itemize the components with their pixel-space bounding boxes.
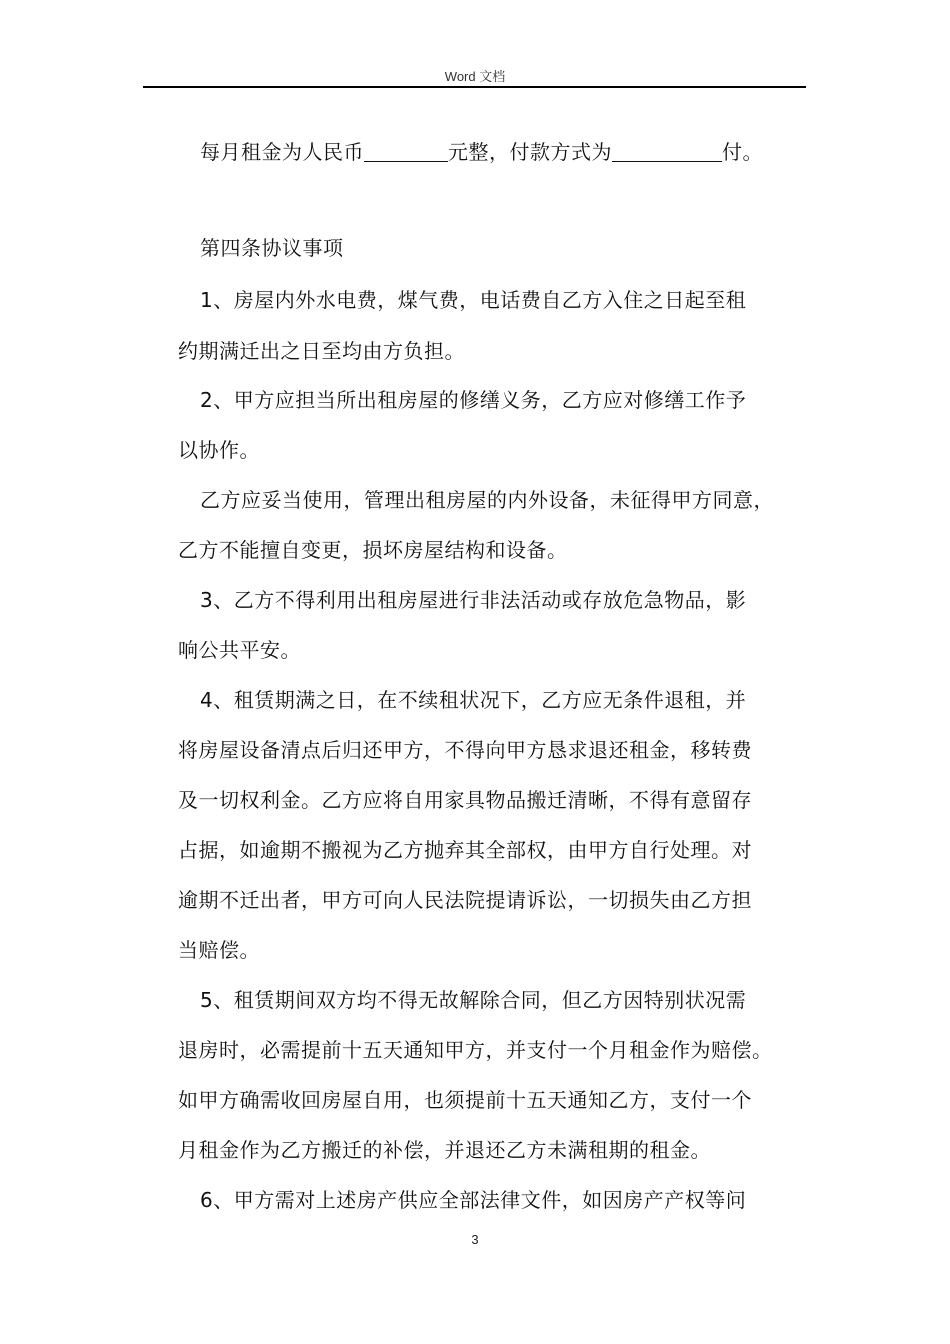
paragraph-line: 1、房屋内外水电费，煤气费，电话费自乙方入住之日起至租 xyxy=(200,288,747,312)
paragraph-line: 乙方不能擅自变更，损坏房屋结构和设备。 xyxy=(178,538,568,562)
paragraph-line: 退房时，必需提前十五天通知甲方，并支付一个月租金作为赔偿。 xyxy=(178,1038,773,1062)
paragraph-line: 6、甲方需对上述房产供应全部法律文件，如因房产产权等问 xyxy=(200,1188,747,1212)
payment-method-blank xyxy=(612,141,722,162)
paragraph-line: 将房屋设备清点后归还甲方，不得向甲方恳求退还租金，移转费 xyxy=(178,738,752,762)
paragraph-line: 5、租赁期间双方均不得无故解除合同，但乙方因特别状况需 xyxy=(200,988,747,1012)
section-title: 第四条协议事项 xyxy=(200,236,344,260)
paragraph-line: 占据，如逾期不搬视为乙方抛弃其全部权，由甲方自行处理。对 xyxy=(178,838,752,862)
paragraph-line: 以协作。 xyxy=(178,438,260,462)
paragraph-line: 2、甲方应担当所出租房屋的修缮义务，乙方应对修缮工作予 xyxy=(200,388,747,412)
rent-suffix: 付。 xyxy=(722,140,763,164)
paragraph-line: 3、乙方不得利用出租房屋进行非法活动或存放危急物品，影 xyxy=(200,588,747,612)
paragraph-line: 及一切权利金。乙方应将自用家具物品搬迁清晰，不得有意留存 xyxy=(178,788,752,812)
rent-prefix: 每月租金为人民币 xyxy=(200,140,364,164)
rent-middle: 元整，付款方式为 xyxy=(448,140,612,164)
paragraph-line: 月租金作为乙方搬迁的补偿，并退还乙方未满租期的租金。 xyxy=(178,1138,711,1162)
paragraph-line: 4、租赁期满之日，在不续租状况下，乙方应无条件退租，并 xyxy=(200,688,747,712)
header-title: Word 文档 xyxy=(444,69,506,84)
paragraph-line: 如甲方确需收回房屋自用，也须提前十五天通知乙方，支付一个 xyxy=(178,1088,752,1112)
paragraph-line: 当赔偿。 xyxy=(178,938,260,962)
rent-line xyxy=(200,138,763,166)
paragraph-line: 响公共平安。 xyxy=(178,638,301,662)
paragraph-line: 乙方应妥当使用，管理出租房屋的内外设备，未征得甲方同意， xyxy=(200,488,774,512)
page-number: 3 xyxy=(471,1232,479,1247)
rent-amount-blank xyxy=(364,141,448,162)
paragraph-line: 逾期不迁出者，甲方可向人民法院提请诉讼，一切损失由乙方担 xyxy=(178,888,752,912)
paragraph-line: 约期满迁出之日至均由方负担。 xyxy=(178,339,465,363)
header-rule xyxy=(143,86,806,88)
